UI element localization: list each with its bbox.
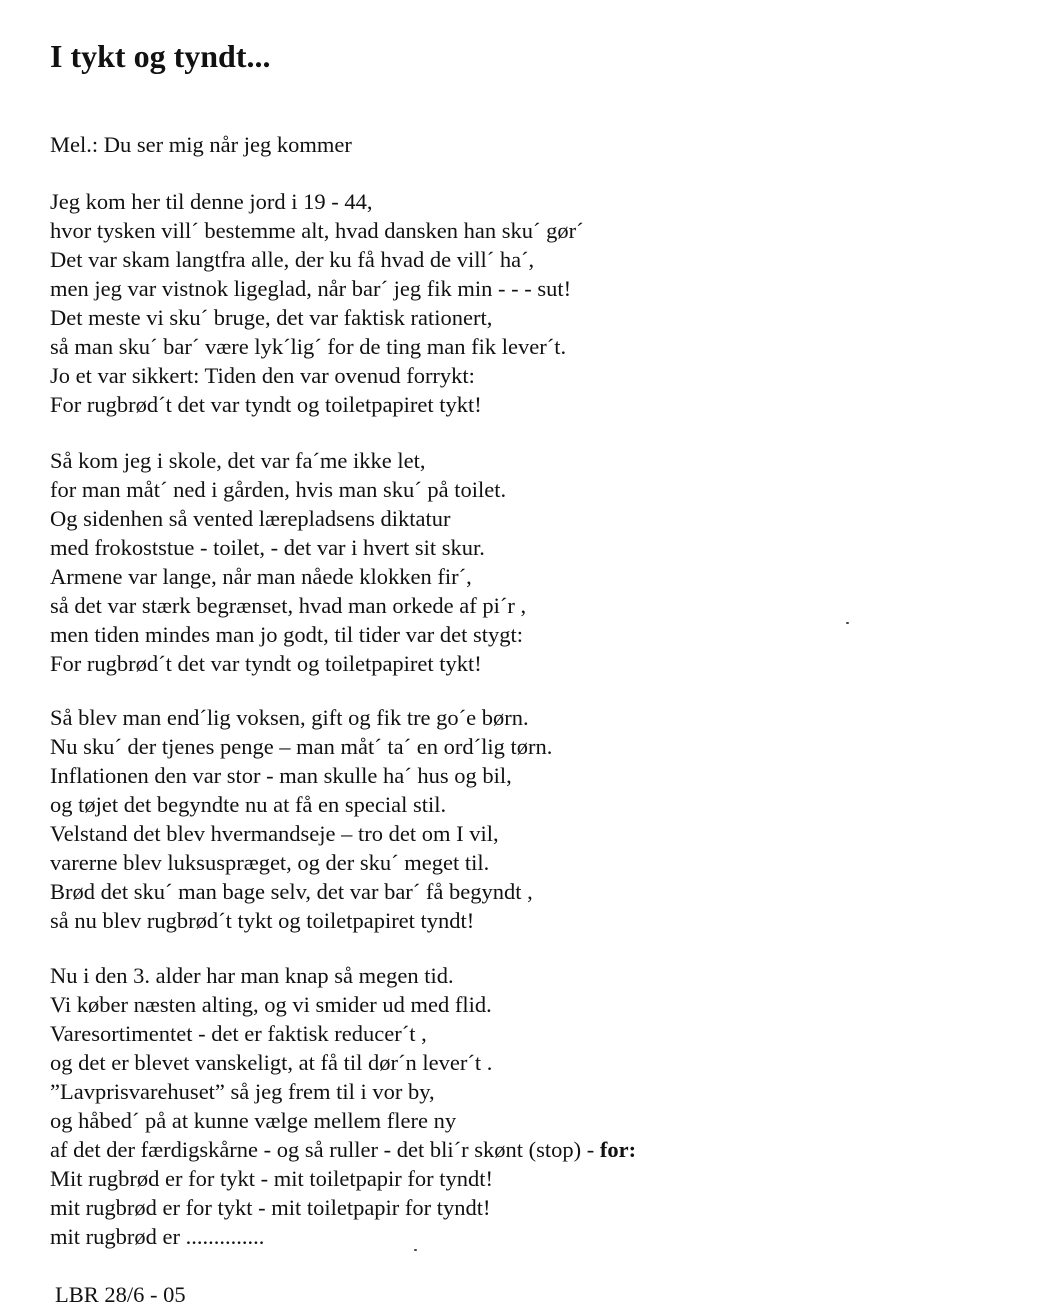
verse-line: Nu sku´ der tjenes penge – man måt´ ta´ en ord´lig tørn. (50, 734, 553, 759)
verse-line: Det meste vi sku´ bruge, det var faktisk rationert, (50, 305, 493, 330)
verse-line: Velstand det blev hvermandseje – tro det om I vil, (50, 821, 499, 846)
verse-line: Nu i den 3. alder har man knap så megen tid. (50, 963, 454, 988)
scan-speck (414, 1249, 417, 1251)
verse-line: For rugbrød´t det var tyndt og toiletpapiret tykt! (50, 392, 482, 417)
verse-line: men tiden mindes man jo godt, til tider var det stygt: (50, 622, 524, 647)
verse-line: og tøjet det begyndte nu at få en special stil. (50, 792, 447, 817)
verse-line: Vi køber næsten alting, og vi smider ud med flid. (50, 992, 492, 1017)
verse-line: Det var skam langtfra alle, der ku få hvad de vill´ ha´, (50, 247, 535, 272)
verse-line: Mit rugbrød er for tykt - mit toiletpapir for tyndt! (50, 1166, 494, 1191)
stanza-3 (50, 703, 552, 935)
verse-line: og det er blevet vanskeligt, at få til dør´n lever´t . (50, 1050, 493, 1075)
verse-line: hvor tysken vill´ bestemme alt, hvad dansken han sku´ gør´ (50, 218, 584, 243)
stanza-1 (50, 187, 584, 419)
verse-line: ”Lavprisvarehuset” så jeg frem til i vor by, (50, 1079, 435, 1104)
verse-line: Inflationen den var stor - man skulle ha´ hus og bil, (50, 763, 512, 788)
verse-line: og håbed´ på at kunne vælge mellem flere ny (50, 1108, 457, 1133)
verse-line: Varesortimentet - det er faktisk reducer´t , (50, 1021, 427, 1046)
verse-line: mit rugbrød er .............. (50, 1224, 265, 1249)
verse-line: for man måt´ ned i gården, hvis man sku´ på toilet. (50, 477, 507, 502)
verse-line: Armene var lange, når man nåede klokken fir´, (50, 564, 472, 589)
stanza-2 (50, 446, 526, 678)
verse-line: Jo et var sikkert: Tiden den var ovenud forrykt: (50, 363, 475, 388)
verse-line: Jeg kom her til denne jord i 19 - 44, (50, 189, 373, 214)
signature-date: LBR 28/6 - 05 (55, 1282, 186, 1307)
verse-line: så det var stærk begrænset, hvad man orkede af pi´r , (50, 593, 527, 618)
verse-line: så nu blev rugbrød´t tykt og toiletpapiret tyndt! (50, 908, 475, 933)
verse-line: men jeg var vistnok ligeglad, når bar´ jeg fik min - - - sut! (50, 276, 572, 301)
song-title: I tykt og tyndt... (50, 38, 271, 74)
scan-speck (846, 622, 849, 624)
verse-line (50, 1135, 636, 1164)
verse-line-text: af det der færdigskårne - og så ruller - det bli´r skønt (stop) - (50, 1137, 595, 1162)
stanza-4 (50, 961, 636, 1251)
verse-line: med frokoststue - toilet, - det var i hvert sit skur. (50, 535, 485, 560)
verse-line: så man sku´ bar´ være lyk´lig´ for de ting man fik lever´t. (50, 334, 567, 359)
verse-line: mit rugbrød er for tykt - mit toiletpapir for tyndt! (50, 1195, 491, 1220)
verse-line-bold-tail: for: (599, 1137, 637, 1162)
verse-line: For rugbrød´t det var tyndt og toiletpapiret tykt! (50, 651, 482, 676)
verse-line: Og sidenhen så vented lærepladsens diktatur (50, 506, 451, 531)
melody-note: Mel.: Du ser mig når jeg kommer (50, 132, 352, 157)
verse-line: varerne blev luksuspræget, og der sku´ meget til. (50, 850, 490, 875)
verse-line: Så blev man end´lig voksen, gift og fik tre go´e børn. (50, 705, 529, 730)
verse-line: Brød det sku´ man bage selv, det var bar´ få begyndt , (50, 879, 533, 904)
verse-line: Så kom jeg i skole, det var fa´me ikke let, (50, 448, 426, 473)
